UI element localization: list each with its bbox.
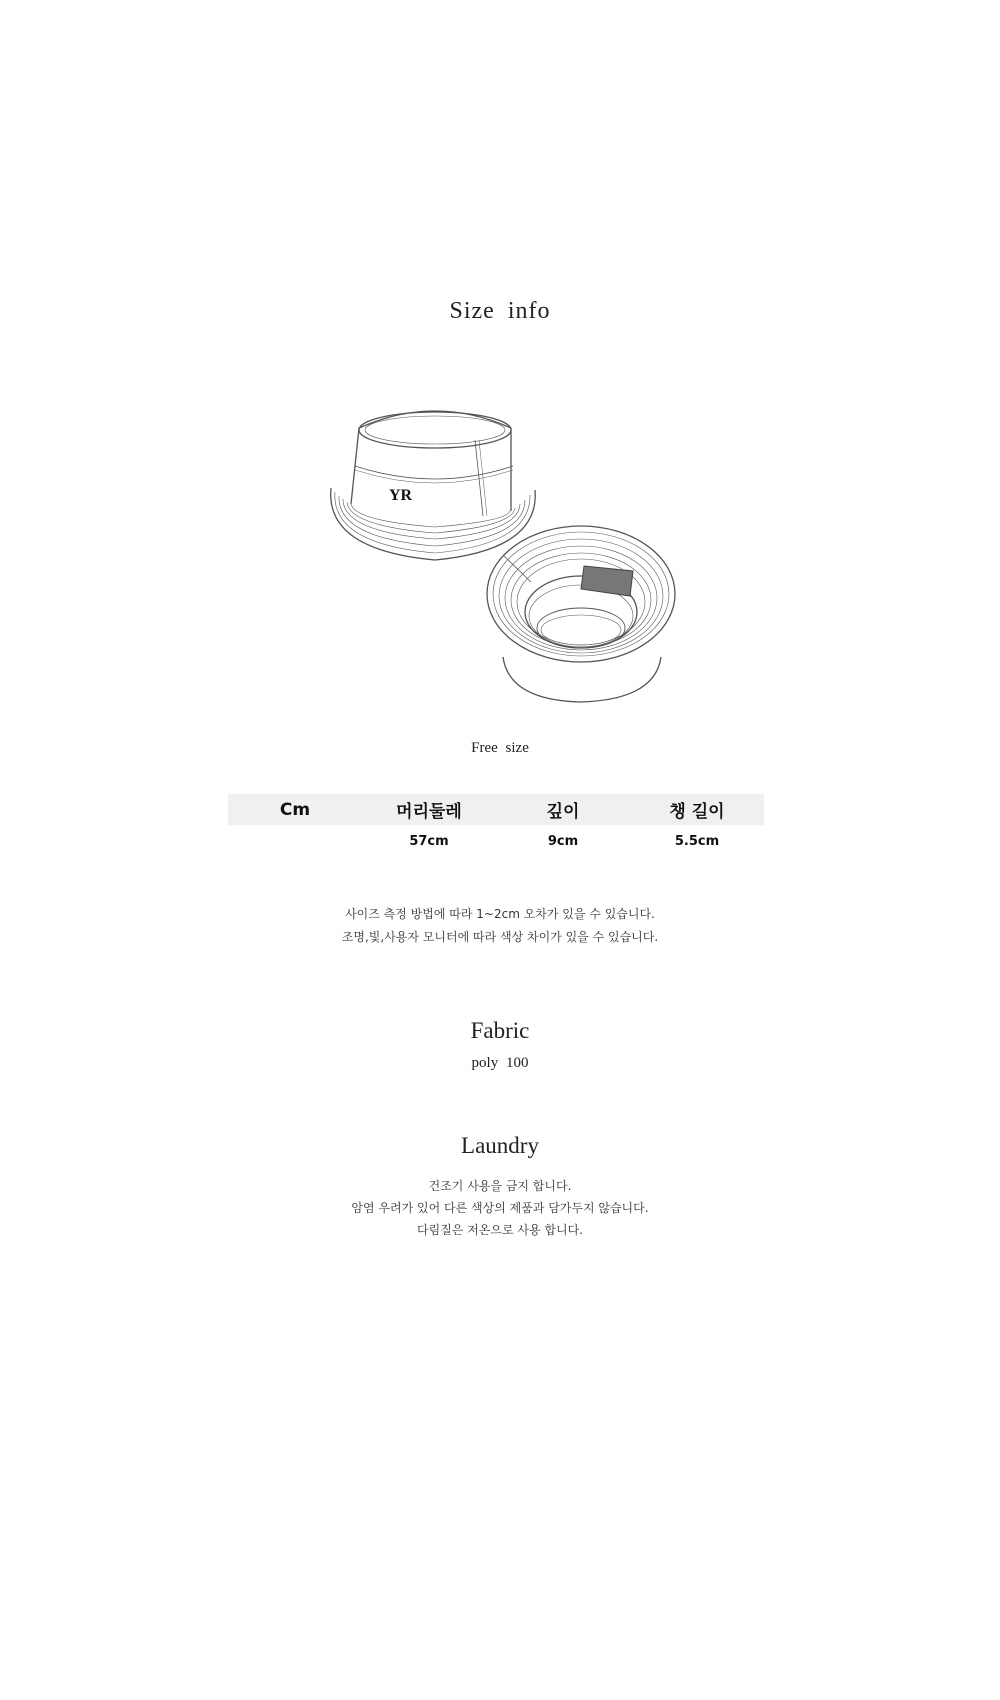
fabric-title: Fabric xyxy=(470,1018,530,1043)
hat-side-view xyxy=(331,411,536,560)
hat-inner-label xyxy=(581,566,633,596)
laundry-title: Laundry xyxy=(461,1133,539,1158)
notice-line: 사이즈 측정 방법에 따라 1~2cm 오차가 있을 수 있습니다. xyxy=(345,907,655,921)
value-brim-length: 5.5cm xyxy=(674,833,720,849)
header-cm: Cm xyxy=(279,799,311,820)
laundry-line: 건조기 사용을 금지 합니다. xyxy=(428,1179,572,1193)
bucket-hat-illustration xyxy=(325,400,685,710)
header-brim-length: 챙 길이 xyxy=(669,802,725,822)
hat-inside-view xyxy=(487,526,675,702)
value-head-circumference: 57cm xyxy=(409,833,449,849)
size-notice xyxy=(0,903,1000,949)
size-table-header xyxy=(228,794,764,825)
notice-line: 조명,빛,사용자 모니터에 따라 색상 차이가 있을 수 있습니다. xyxy=(341,930,659,944)
value-depth: 9cm xyxy=(547,833,579,849)
header-depth: 깊이 xyxy=(546,802,580,822)
laundry-line: 암염 우려가 있어 다른 색상의 제품과 담가두지 않습니다. xyxy=(351,1201,649,1215)
hat-logo: YR xyxy=(389,487,413,504)
free-size-label: Free size xyxy=(471,740,529,756)
size-table xyxy=(228,794,764,857)
table-row xyxy=(228,825,764,857)
laundry-line: 다림질은 저온으로 사용 합니다. xyxy=(417,1223,583,1237)
header-head-circumference: 머리둘레 xyxy=(396,802,462,822)
fabric-value: poly 100 xyxy=(471,1055,529,1071)
size-info-title: Size info xyxy=(449,298,551,324)
laundry-notes xyxy=(0,1175,1000,1241)
